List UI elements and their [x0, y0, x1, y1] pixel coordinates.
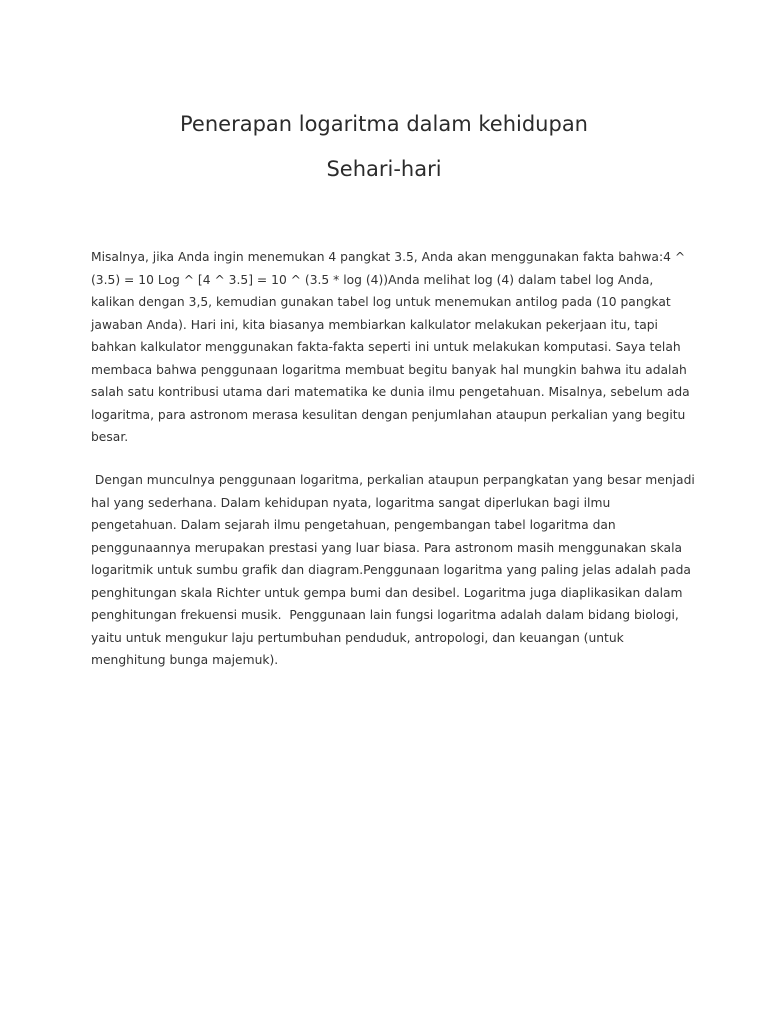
page-title-line-1: Penerapan logaritma dalam kehidupan: [180, 112, 588, 136]
page-title-line-2: Sehari-hari: [326, 157, 442, 181]
body-paragraph-1: Misalnya, jika Anda ingin menemukan 4 pangkat 3.5, Anda akan menggunakan fakta bahwa:4 ^ (3.5) = 10 Log ^ [4 ^ 3.5] = 10 ^ (3.5 * log (4))Anda melihat log (4) dalam tabel log Anda, kalikan dengan 3,5, kemudian gunakan tabel log untuk menemukan antilog pada (10 pangkat jawaban Anda). Hari ini, kita biasanya membiarkan kalkulator melakukan pekerjaan itu, tapi bahkan kalkulator menggunakan fakta-fakta seperti ini untuk melakukan komputasi. Saya telah membaca bahwa penggunaan logaritma membuat begitu banyak hal mungkin bahwa itu adalah salah satu kontribusi utama dari matematika ke dunia ilmu pengetahuan. Misalnya, sebelum ada logaritma, para astronom merasa kesulitan dengan penjumlahan ataupun perkalian yang begitu besar.: [91, 250, 694, 444]
body-paragraph-2: Dengan munculnya penggunaan logaritma, perkalian ataupun perpangkatan yang besar menjadi hal yang sederhana. Dalam kehidupan nyata, logaritma sangat diperlukan bagi ilmu pengetahuan. Dalam sejarah ilmu pengetahuan, pengembangan tabel logaritma dan penggunaannya merupakan prestasi yang luar biasa. Para astronom masih menggunakan skala logaritmik untuk sumbu grafik dan diagram.Penggunaan logaritma yang paling jelas adalah pada penghitungan skala Richter untuk gempa bumi dan desibel. Logaritma juga diaplikasikan dalam penghitungan frekuensi musik. Penggunaan lain fungsi logaritma adalah dalam bidang biologi, yaitu untuk mengukur laju pertumbuhan penduduk, antropologi, dan keuangan (untuk menghitung bunga majemuk).: [91, 473, 699, 667]
